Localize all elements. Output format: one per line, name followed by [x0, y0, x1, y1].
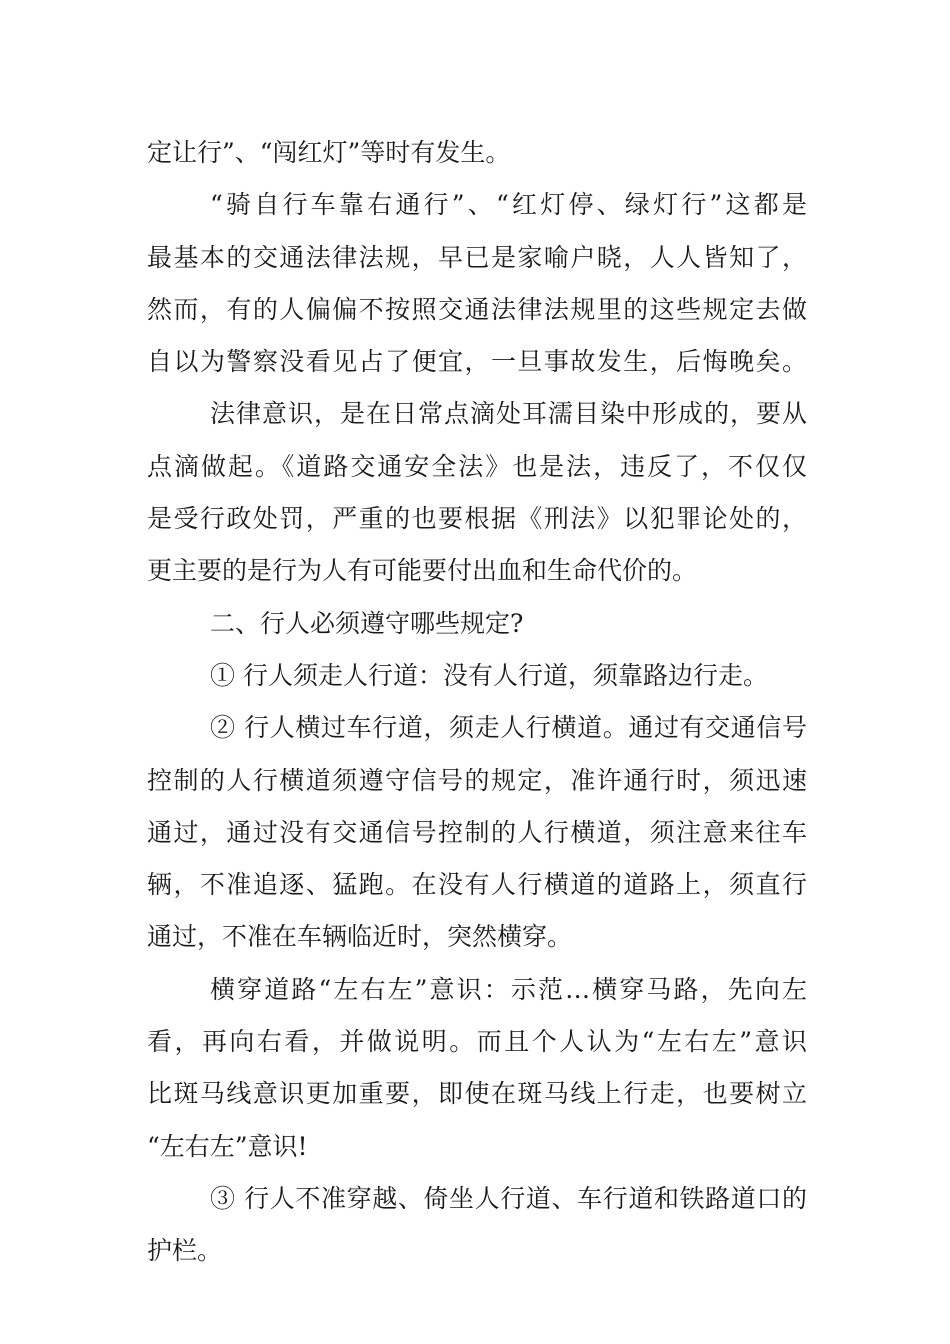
text-line: 横穿道路“左右左”意识：示范…横穿马路，先向左	[210, 974, 807, 1004]
text-line: 最基本的交通法律法规，早已是家喻户晓，人人皆知了，	[147, 242, 807, 272]
list-item-2: ② 行人横过车行道，须走人行横道。通过有交通信号	[210, 713, 807, 743]
text-line: 比斑马线意识更加重要，即使在斑马线上行走，也要树立	[147, 1079, 807, 1109]
text-line: “骑自行车靠右通行”、“红灯停、绿灯行”这都是	[210, 190, 807, 220]
text-line: 定让行”、“闯红灯”等时有发生。	[147, 138, 511, 167]
text-line: 看，再向右看，并做说明。而且个人认为“左右左”意识	[147, 1027, 807, 1057]
text-line: 是受行政处罚，严重的也要根据《刑法》以犯罪论处的，	[147, 504, 807, 534]
list-item-1: ① 行人须走人行道：没有人行道，须靠路边行走。	[210, 660, 768, 690]
text-line: 自以为警察没看见占了便宜，一旦事故发生，后悔晚矣。	[147, 347, 807, 377]
text-line: 法律意识，是在日常点滴处耳濡目染中形成的，要从	[210, 399, 807, 429]
text-line: 护栏。	[147, 1236, 223, 1266]
list-item-3: ③ 行人不准穿越、倚坐人行道、车行道和铁路道口的	[210, 1183, 807, 1213]
text-line: 通过，不准在车辆临近时，突然横穿。	[147, 922, 573, 952]
text-line: 更主要的是行为人有可能要付出血和生命代价的。	[147, 556, 698, 586]
text-line: 辆，不准追逐、猛跑。在没有人行横道的道路上，须直行	[147, 870, 807, 900]
text-line: “左右左”意识!	[147, 1131, 308, 1161]
text-line: 然而，有的人偏偏不按照交通法律法规里的这些规定去做	[147, 294, 807, 324]
section-heading: 二、行人必须遵守哪些规定?	[210, 608, 524, 638]
text-line: 通过，通过没有交通信号控制的人行横道，须注意来往车	[147, 817, 807, 847]
text-line: 点滴做起。《道路交通安全法》也是法，违反了，不仅仅	[147, 451, 807, 481]
text-line: 控制的人行横道须遵守信号的规定，准许通行时，须迅速	[147, 765, 807, 795]
document-body	[147, 127, 807, 1278]
